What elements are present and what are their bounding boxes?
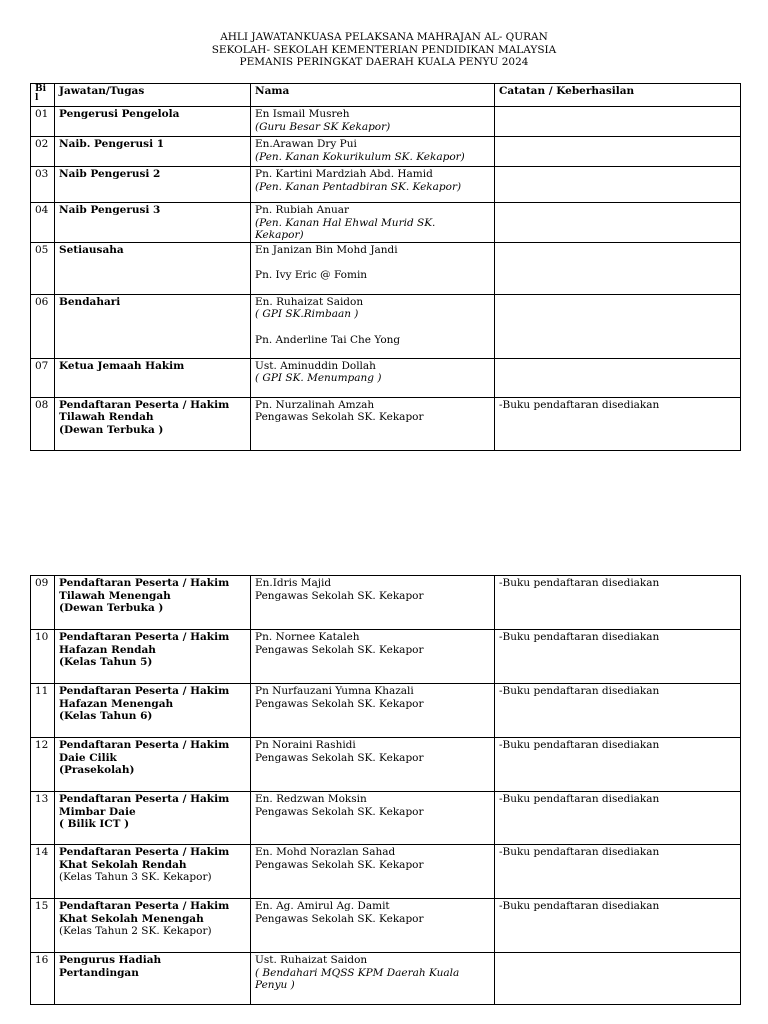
jawatan-line: (Kelas Tahun 5)	[59, 656, 153, 668]
row-bil: 03	[31, 167, 55, 203]
row-bil: 08	[31, 397, 55, 450]
nama-line: Pengawas Sekolah SK. Kekapor	[255, 912, 424, 925]
nama-line: Pn. Nurzalinah Amzah	[255, 398, 375, 411]
nama-line: Pengawas Sekolah SK. Kekapor	[255, 643, 424, 656]
nama-line: En. Ag. Amirul Ag. Damit	[255, 900, 390, 912]
row-jawatan	[55, 358, 251, 397]
nama-note: (Pen. Kanan Hal Ehwal Murid SK.	[255, 216, 436, 229]
nama-line: Ust. Aminuddin Dollah	[255, 359, 376, 372]
jawatan-line: Pendaftaran Peserta / Hakim	[59, 631, 230, 643]
table-row	[31, 358, 741, 397]
nama-line: En Ismail Musreh	[255, 108, 350, 120]
title-line-2: SEKOLAH- SEKOLAH KEMENTERIAN PENDIDIKAN MALAYSIA	[211, 43, 557, 56]
nama-line: Pn. Ivy Eric @ Fomin	[255, 269, 368, 281]
row-nama	[251, 167, 495, 203]
row-catatan	[495, 358, 741, 397]
nama-note: (Pen. Kanan Pentadbiran SK. Kekapor)	[255, 180, 462, 193]
row-bil: 14	[31, 845, 55, 899]
table-row	[31, 576, 741, 630]
nama-line: Pn. Kartini Mardziah Abd. Hamid	[255, 168, 433, 180]
table-row	[31, 107, 741, 137]
jawatan-line: Mimbar Daie	[59, 805, 136, 818]
row-nama	[251, 738, 495, 792]
row-jawatan	[55, 899, 251, 953]
nama-line: Pn. Anderline Tai Che Yong	[255, 333, 401, 346]
jawatan-line: Pengurus Hadiah	[59, 954, 162, 966]
row-nama	[251, 203, 495, 243]
row-jawatan	[55, 845, 251, 899]
nama-line: En.Idris Majid	[255, 577, 332, 589]
nama-line: Pengawas Sekolah SK. Kekapor	[255, 858, 424, 871]
jawatan-line: (Dewan Terbuka )	[59, 423, 164, 436]
row-jawatan	[55, 684, 251, 738]
table-row	[31, 845, 741, 899]
nama-line: Pn Noraini Rashidi	[255, 739, 356, 751]
jawatan-line: Hafazan Menengah	[59, 697, 174, 710]
jawatan-line: Pertandingan	[59, 966, 139, 979]
jawatan-line: Naib. Pengerusi 1	[59, 138, 165, 150]
nama-line: Pn. Nornee Kataleh	[255, 631, 360, 643]
row-catatan: -Buku pendaftaran disediakan	[495, 899, 741, 953]
row-nama	[251, 845, 495, 899]
nama-note: Kekapor)	[255, 229, 304, 241]
row-catatan: -Buku pendaftaran disediakan	[495, 738, 741, 792]
nama-note: (Pen. Kanan Kokurikulum SK. Kekapor)	[255, 150, 465, 163]
jawatan-line: Pendaftaran Peserta / Hakim	[59, 900, 230, 912]
row-catatan	[495, 242, 741, 294]
jawatan-line: Tilawah Rendah	[59, 411, 154, 423]
row-bil: 07	[31, 358, 55, 397]
table-row	[31, 242, 741, 294]
row-nama	[251, 137, 495, 167]
row-nama	[251, 630, 495, 684]
jawatan-line: Tilawah Menengah	[59, 589, 171, 602]
nama-line: Ust. Ruhaizat Saidon	[255, 954, 368, 966]
row-jawatan	[55, 953, 251, 1005]
nama-line: Pengawas Sekolah SK. Kekapor	[255, 805, 424, 818]
jawatan-line: Naib Pengerusi 2	[59, 168, 161, 180]
jawatan-line: Hafazan Rendah	[59, 643, 156, 656]
row-catatan: -Buku pendaftaran disediakan	[495, 792, 741, 845]
nama-note: ( Bendahari MQSS KPM Daerah Kuala	[255, 966, 460, 979]
nama-note: ( GPI SK. Menumpang )	[255, 372, 382, 384]
nama-line: En. Mohd Norazlan Sahad	[255, 846, 396, 858]
jawatan-location: (Kelas Tahun 2 SK. Kekapor)	[59, 925, 212, 937]
table-row	[31, 684, 741, 738]
committee-table-part-1	[30, 83, 741, 451]
row-catatan: -Buku pendaftaran disediakan	[495, 684, 741, 738]
nama-line: Pn. Rubiah Anuar	[255, 204, 349, 216]
row-bil: 02	[31, 137, 55, 167]
jawatan-line: Pendaftaran Peserta / Hakim	[59, 793, 230, 805]
table-row	[31, 738, 741, 792]
table-row	[31, 203, 741, 243]
table-row	[31, 397, 741, 450]
row-jawatan	[55, 167, 251, 203]
column-header-catatan: Catatan / Keberhasilan	[495, 84, 741, 107]
nama-note: (Guru Besar SK Kekapor)	[255, 120, 391, 133]
title-line-1: AHLI JAWATANKUASA PELAKSANA MAHRAJAN AL- QURAN	[220, 31, 548, 43]
row-bil: 01	[31, 107, 55, 137]
jawatan-line: Khat Sekolah Menengah	[59, 912, 204, 925]
row-catatan: -Buku pendaftaran disediakan	[495, 397, 741, 450]
row-jawatan	[55, 630, 251, 684]
nama-line: Pn Nurfauzani Yumna Khazali	[255, 685, 414, 697]
row-catatan: -Buku pendaftaran disediakan	[495, 845, 741, 899]
row-catatan	[495, 203, 741, 243]
nama-line: En Janizan Bin Mohd Jandi	[255, 243, 398, 256]
row-nama	[251, 107, 495, 137]
jawatan-line: Khat Sekolah Rendah	[59, 858, 187, 871]
jawatan-line: (Dewan Terbuka )	[59, 602, 164, 614]
table-row	[31, 294, 741, 358]
table-row	[31, 167, 741, 203]
nama-line: En.Arawan Dry Pui	[255, 138, 357, 150]
nama-line: Pengawas Sekolah SK. Kekapor	[255, 751, 424, 764]
row-nama	[251, 576, 495, 630]
row-bil: 11	[31, 684, 55, 738]
row-jawatan	[55, 203, 251, 243]
jawatan-line: Ketua Jemaah Hakim	[59, 359, 185, 372]
column-header-jawatan: Jawatan/Tugas	[55, 84, 251, 107]
row-catatan	[495, 167, 741, 203]
column-header-nama: Nama	[251, 84, 495, 107]
row-jawatan	[55, 294, 251, 358]
row-catatan	[495, 107, 741, 137]
nama-line: Pengawas Sekolah SK. Kekapor	[255, 411, 424, 423]
nama-note: ( GPI SK.Rimbaan )	[255, 308, 359, 320]
nama-line: En. Ruhaizat Saidon	[255, 295, 364, 308]
row-nama	[251, 953, 495, 1005]
row-bil: 13	[31, 792, 55, 845]
row-jawatan	[55, 242, 251, 294]
row-nama	[251, 792, 495, 845]
jawatan-line: Pendaftaran Peserta / Hakim	[59, 577, 230, 589]
row-bil: 16	[31, 953, 55, 1005]
row-jawatan	[55, 137, 251, 167]
jawatan-line: (Kelas Tahun 6)	[59, 710, 153, 722]
row-bil: 04	[31, 203, 55, 243]
row-bil: 05	[31, 242, 55, 294]
jawatan-line: Setiausaha	[59, 243, 124, 256]
row-nama	[251, 899, 495, 953]
nama-note: Penyu )	[255, 979, 295, 991]
row-jawatan	[55, 576, 251, 630]
row-jawatan	[55, 397, 251, 450]
row-catatan	[495, 294, 741, 358]
row-bil: 06	[31, 294, 55, 358]
jawatan-line: Pendaftaran Peserta / Hakim	[59, 685, 230, 697]
title-line-3: PEMANIS PERINGKAT DAERAH KUALA PENYU 2024	[239, 56, 529, 68]
jawatan-line: Pendaftaran Peserta / Hakim	[59, 846, 230, 858]
jawatan-line: ( Bilik ICT )	[59, 818, 130, 830]
table-row	[31, 953, 741, 1005]
row-bil: 15	[31, 899, 55, 953]
row-nama	[251, 242, 495, 294]
row-bil: 10	[31, 630, 55, 684]
jawatan-line: Pengerusi Pengelola	[59, 108, 180, 120]
row-nama	[251, 397, 495, 450]
committee-table-part-2	[30, 575, 741, 1005]
jawatan-line: Pendaftaran Peserta / Hakim	[59, 398, 230, 411]
nama-line: En. Redzwan Moksin	[255, 793, 367, 805]
row-bil: 12	[31, 738, 55, 792]
jawatan-location: (Kelas Tahun 3 SK. Kekapor)	[59, 871, 212, 883]
row-jawatan	[55, 738, 251, 792]
table-row	[31, 792, 741, 845]
row-nama	[251, 358, 495, 397]
table-row	[31, 137, 741, 167]
jawatan-line: Bendahari	[59, 295, 121, 308]
row-catatan: -Buku pendaftaran disediakan	[495, 630, 741, 684]
row-catatan: -Buku pendaftaran disediakan	[495, 576, 741, 630]
row-nama	[251, 684, 495, 738]
row-bil: 09	[31, 576, 55, 630]
row-jawatan	[55, 792, 251, 845]
jawatan-line: (Prasekolah)	[59, 764, 135, 776]
row-catatan	[495, 137, 741, 167]
table-header-row	[31, 84, 741, 107]
jawatan-line: Naib Pengerusi 3	[59, 204, 161, 216]
jawatan-line: Daie Cilik	[59, 751, 117, 764]
table-row	[31, 899, 741, 953]
document-title	[0, 31, 768, 69]
jawatan-line: Pendaftaran Peserta / Hakim	[59, 739, 230, 751]
row-nama	[251, 294, 495, 358]
table-row	[31, 630, 741, 684]
row-catatan	[495, 953, 741, 1005]
nama-line: Pengawas Sekolah SK. Kekapor	[255, 589, 424, 602]
nama-line: Pengawas Sekolah SK. Kekapor	[255, 697, 424, 710]
row-jawatan	[55, 107, 251, 137]
column-header-bil: Bi l	[31, 84, 55, 107]
